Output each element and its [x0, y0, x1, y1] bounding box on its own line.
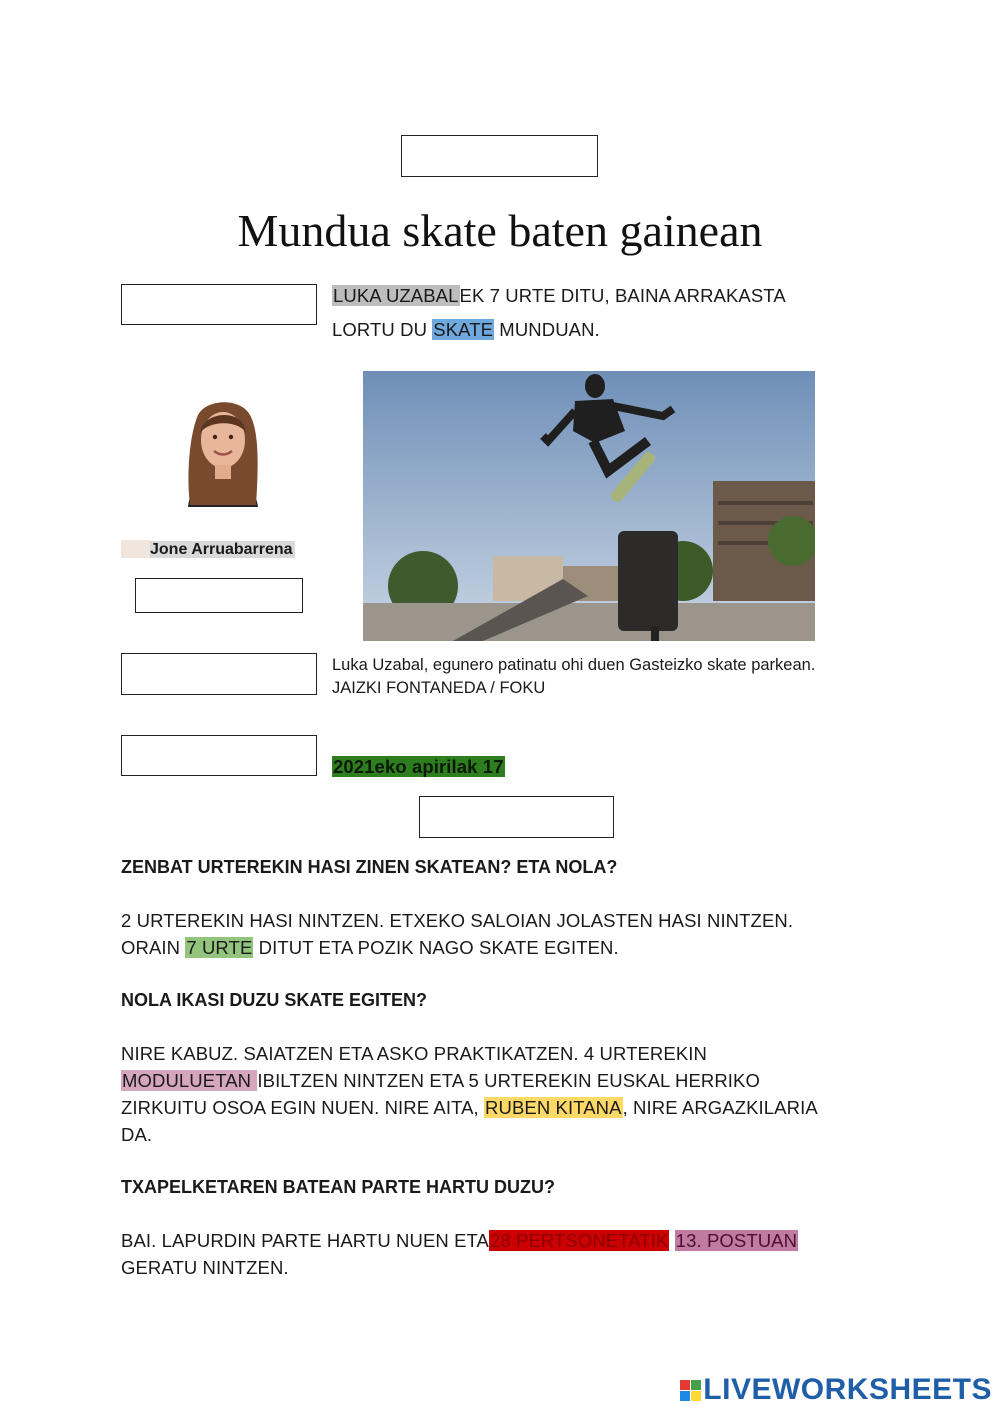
answer-3-highlight-people: 28 PERTSONETATIK	[490, 1230, 669, 1251]
answer-box-questions[interactable]	[419, 796, 614, 838]
page-title: Mundua skate baten gainean	[237, 205, 763, 256]
answer-box-top[interactable]	[401, 135, 598, 177]
photo-caption	[332, 654, 932, 700]
intro-line2-pre: LORTU DU	[332, 319, 433, 340]
skate-photo-image	[363, 371, 815, 641]
answer-box-date[interactable]	[121, 735, 317, 776]
liveworksheets-logo-icon	[680, 1380, 701, 1401]
liveworksheets-logo[interactable]	[680, 1373, 992, 1407]
skate-photo	[363, 371, 815, 641]
answer-3-line1-pre: BAI. LAPURDIN PARTE HARTU NUEN ETA	[121, 1230, 489, 1251]
intro-name-highlight: LUKA UZABAL	[333, 285, 459, 306]
answer-box-caption[interactable]	[121, 653, 317, 695]
answer-box-author[interactable]	[135, 578, 303, 613]
answer-2-line1: NIRE KABUZ. SAIATZEN ETA ASKO PRAKTIKATZEN. 4 URTEREKIN	[121, 1043, 707, 1064]
question-3: TXAPELKETAREN BATEAN PARTE HARTU DUZU?	[121, 1177, 555, 1197]
answer-1-line2-post: DITUT ETA POZIK NAGO SKATE EGITEN.	[253, 937, 619, 958]
answer-3	[121, 1227, 901, 1281]
publication-date-highlight: 2021eko apirilak 17	[333, 756, 504, 777]
answer-1-line2-pre: ORAIN	[121, 937, 186, 958]
intro-skate-highlight: SKATE	[433, 319, 494, 340]
question-1: ZENBAT URTEREKIN HASI ZINEN SKATEAN? ETA NOLA?	[121, 857, 618, 877]
intro-line2-post: MUNDUAN.	[494, 319, 600, 340]
photo-caption-line1: Luka Uzabal, egunero patinatu ohi duen Gasteizko skate parkean.	[332, 656, 816, 674]
author-portrait	[160, 393, 285, 507]
answer-2-line3-pre: ZIRKUITU OSOA EGIN NUEN. NIRE AITA,	[121, 1097, 485, 1118]
liveworksheets-logo-text: LIVEWORKSHEETS	[703, 1373, 992, 1406]
author-color-swatch	[121, 540, 150, 558]
answer-1-line1: 2 URTEREKIN HASI NINTZEN. ETXEKO SALOIAN JOLASTEN HASI NINTZEN.	[121, 910, 794, 931]
answer-3-line2: GERATU NINTZEN.	[121, 1257, 289, 1278]
author-name-text: Jone Arruabarrena	[150, 541, 293, 558]
answer-3-highlight-position: 13. POSTUAN	[675, 1230, 798, 1251]
answer-1	[121, 907, 901, 961]
author-name	[121, 540, 307, 560]
answer-2-highlight-modules: MODULUETAN	[122, 1070, 257, 1091]
answer-2-highlight-name: RUBEN KITANA	[485, 1097, 622, 1118]
answer-2	[121, 1040, 901, 1148]
answer-2-line2-post: IBILTZEN NINTZEN ETA 5 URTEREKIN EUSKAL HERRIKO	[257, 1070, 760, 1091]
intro-line1-rest: EK 7 URTE DITU, BAINA ARRAKASTA	[459, 285, 786, 306]
question-2: NOLA IKASI DUZU SKATE EGITEN?	[121, 990, 427, 1010]
answer-3-separator	[669, 1230, 674, 1251]
answer-2-line3-post: , NIRE ARGAZKILARIA	[622, 1097, 818, 1118]
intro-text	[332, 279, 892, 347]
photo-caption-credit: JAIZKI FONTANEDA / FOKU	[332, 679, 546, 697]
publication-date	[332, 753, 505, 780]
answer-1-highlight: 7 URTE	[186, 937, 253, 958]
answer-2-line4: DA.	[121, 1124, 153, 1145]
author-portrait-image	[160, 393, 285, 507]
answer-box-intro[interactable]	[121, 284, 317, 325]
